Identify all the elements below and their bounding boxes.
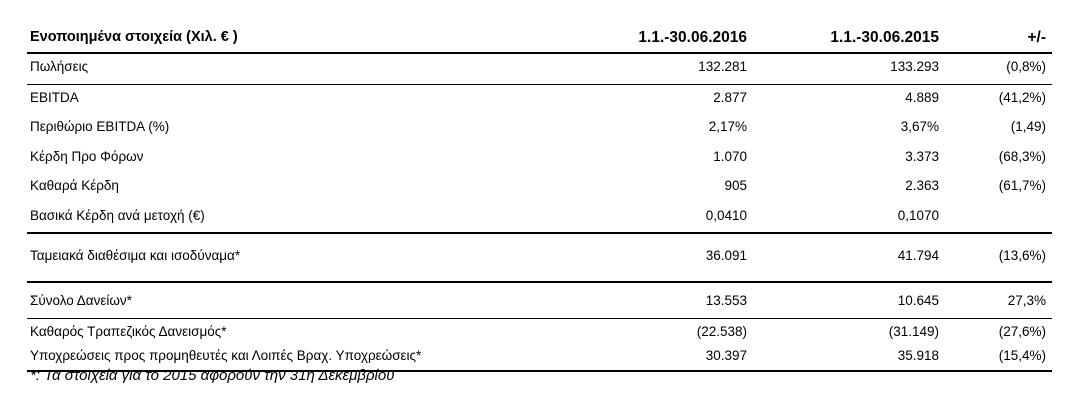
row-value-2016: 132.281 [698, 59, 747, 74]
row-value-2016: 13.553 [705, 293, 747, 308]
row-label: Καθαρός Τραπεζικός Δανεισμός* [30, 324, 227, 339]
row-value-2015: (31.149) [888, 324, 939, 339]
table-row [27, 173, 1052, 203]
row-diff: (15,4%) [998, 348, 1046, 363]
row-value-2015: 3,67% [900, 119, 939, 134]
row-diff: (68,3%) [998, 148, 1046, 164]
header-col-diff: +/- [1027, 29, 1046, 46]
row-value-2015: 0,1070 [897, 207, 939, 223]
table-row [27, 85, 1052, 115]
row-value-2016: 1.070 [713, 148, 747, 164]
table-row [27, 319, 1052, 346]
row-label: Κέρδη Προ Φόρων [30, 148, 144, 164]
row-label: Υποχρεώσεις προς προμηθευτές και Λοιπές Βραχ. Υποχρεώσεις* [30, 348, 422, 363]
row-diff: 27,3% [1007, 293, 1046, 308]
row-value-2015: 35.918 [897, 348, 939, 363]
header-col-2015: 1.1.-30.06.2015 [830, 29, 939, 46]
header-label: Ενοποιημένα στοιχεία (Χιλ. € ) [30, 29, 238, 45]
row-diff: (41,2%) [998, 89, 1046, 105]
row-value-2015: 2.363 [905, 178, 939, 193]
header-col-2016: 1.1.-30.06.2016 [638, 29, 747, 46]
row-label: Σύνολο Δανείων* [30, 293, 132, 308]
table-row [27, 283, 1052, 319]
financial-table [27, 24, 1052, 372]
footnote: *: Τα στοιχεία για το 2015 αφορούν την 31η Δεκεμβρίου [30, 367, 395, 384]
row-label: Βασικά Κέρδη ανά μετοχή (€) [30, 207, 205, 223]
row-value-2016: 905 [724, 178, 747, 193]
row-value-2016: 2,17% [708, 119, 747, 134]
table-row [27, 114, 1052, 144]
table-row [27, 234, 1052, 283]
row-value-2016: 30.397 [705, 348, 747, 363]
row-value-2015: 41.794 [897, 248, 939, 263]
row-diff: (0,8%) [1006, 59, 1046, 74]
row-label: Περιθώριο EBITDA (%) [30, 119, 170, 134]
row-value-2015: 4.889 [905, 89, 939, 105]
row-label: Πωλήσεις [30, 59, 89, 74]
row-diff: (27,6%) [998, 324, 1046, 339]
row-value-2015: 3.373 [905, 148, 939, 164]
row-label: EBITDA [30, 89, 79, 105]
row-label: Καθαρά Κέρδη [30, 178, 119, 193]
row-value-2015: 10.645 [897, 293, 939, 308]
row-value-2016: (22.538) [696, 324, 747, 339]
table-header-row [27, 24, 1052, 54]
row-diff: (1,49) [1010, 119, 1046, 134]
row-value-2016: 2.877 [713, 89, 747, 105]
row-label: Ταμειακά διαθέσιμα και ισοδύναμα* [30, 248, 241, 263]
row-diff: (13,6%) [998, 248, 1046, 263]
row-value-2016: 0,0410 [705, 207, 747, 223]
table-row [27, 54, 1052, 85]
row-value-2015: 133.293 [890, 59, 939, 74]
table-row [27, 203, 1052, 235]
row-diff: (61,7%) [998, 178, 1046, 193]
row-value-2016: 36.091 [705, 248, 747, 263]
table-row [27, 144, 1052, 174]
